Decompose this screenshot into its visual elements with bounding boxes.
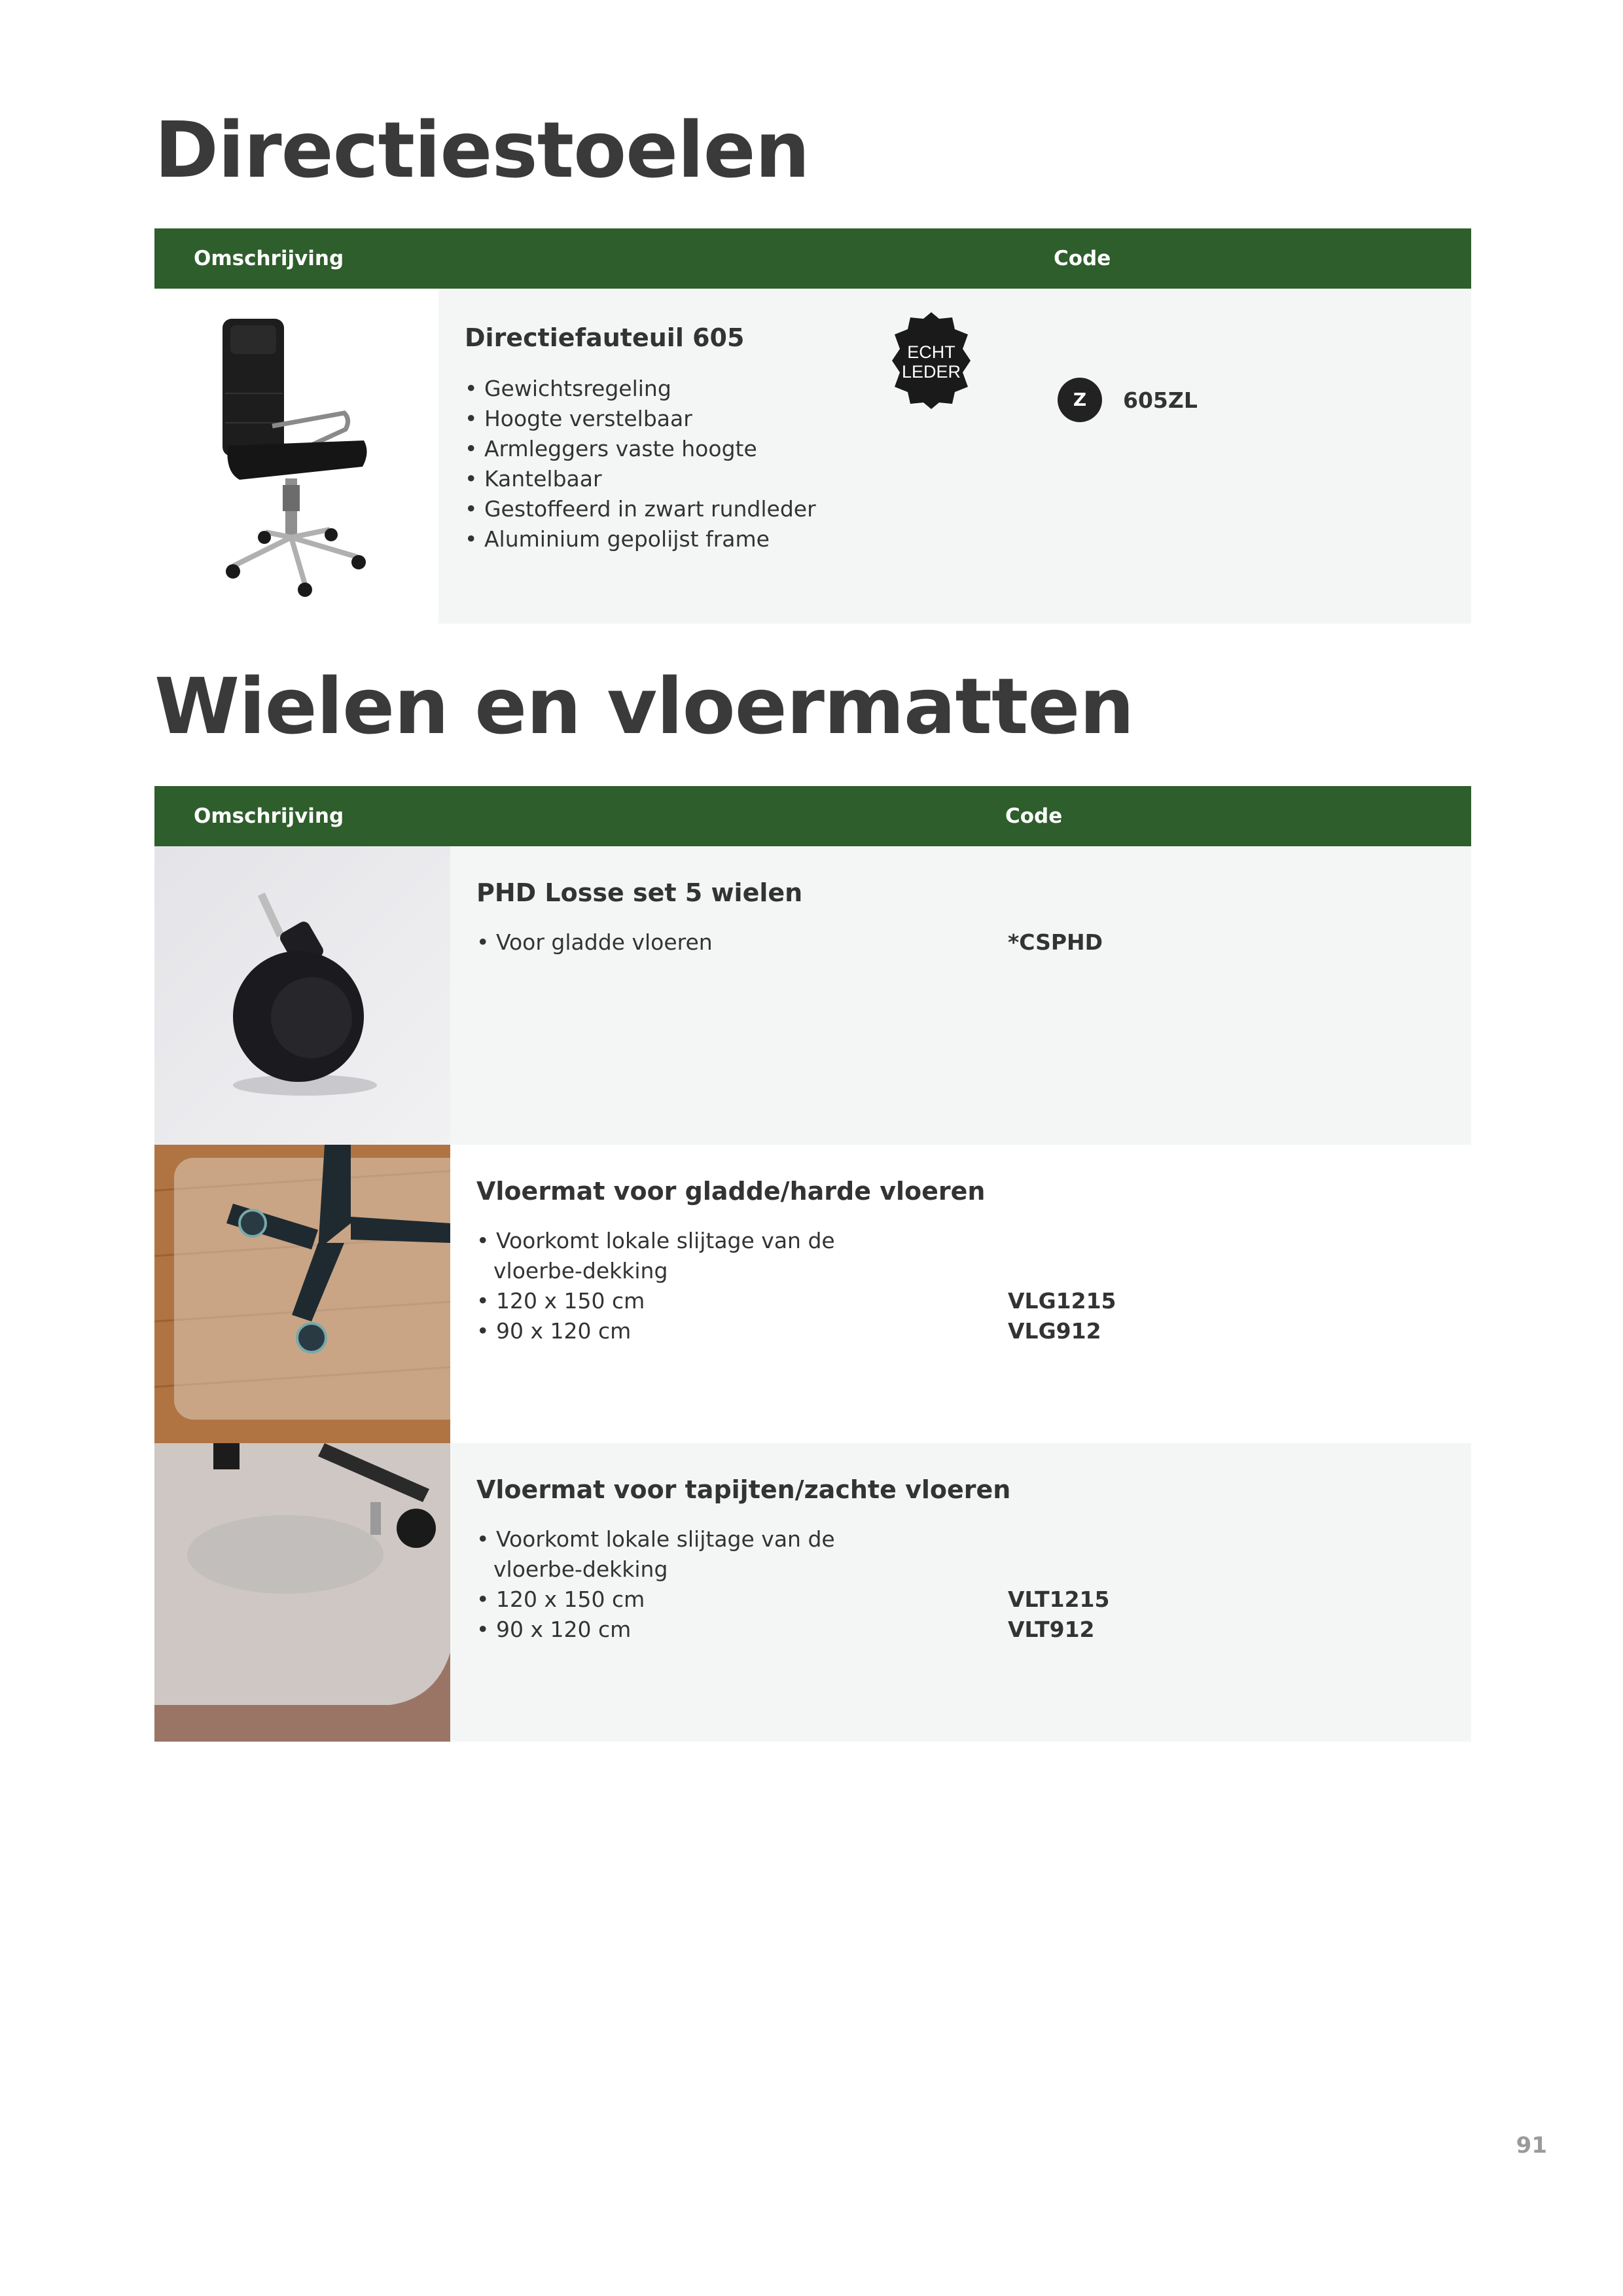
feature-item: • Kantelbaar (465, 464, 816, 494)
product-code: VLT912 (1008, 1617, 1095, 1642)
product-image-floor-mat-carpet (154, 1443, 450, 1742)
product-name: Directiefauteuil 605 (465, 323, 745, 352)
feature-list (476, 927, 948, 958)
page-number: 91 (1516, 2132, 1547, 2159)
feature-list (476, 1226, 928, 1346)
product-image-office-chair (154, 289, 438, 624)
product-name: Vloermat voor gladde/harde vloeren (476, 1177, 986, 1206)
product-name: Vloermat voor tapijten/zachte vloeren (476, 1475, 1011, 1504)
badge-text-line1: ECHT (907, 342, 955, 362)
z-label-badge: Z (1058, 378, 1102, 422)
product-codes (1008, 1286, 1116, 1346)
product-image-floor-mat-hard (154, 1145, 450, 1443)
product-codes (1008, 927, 1103, 958)
feature-item: • Aluminium gepolijst frame (465, 524, 816, 554)
office-chair-icon (154, 289, 438, 624)
feature-item: • Gestoffeerd in zwart rundleder (465, 494, 816, 524)
header-description-label: Omschrijving (194, 804, 344, 828)
section-title-directiestoelen: Directiestoelen (154, 105, 810, 195)
floor-mat-hard-icon (154, 1145, 450, 1443)
table-header (154, 786, 1471, 846)
badge-text-line2: LEDER (901, 362, 961, 382)
product-code: VLT1215 (1008, 1587, 1110, 1612)
feature-item: • 90 x 120 cm (476, 1615, 928, 1645)
feature-list (476, 1524, 928, 1645)
feature-item: • Hoogte verstelbaar (465, 404, 816, 434)
genuine-leather-badge (892, 312, 971, 409)
caster-wheel-icon (154, 846, 450, 1145)
product-row-phd-wielen (154, 846, 1471, 1145)
header-code-label: Code (1005, 804, 1063, 828)
feature-item: • 120 x 150 cm (476, 1585, 928, 1615)
floor-mat-carpet-icon (154, 1443, 450, 1742)
header-code-label: Code (1054, 247, 1111, 270)
product-codes (1008, 1585, 1109, 1645)
table-header (154, 228, 1471, 289)
feature-item: • Armleggers vaste hoogte (465, 434, 816, 464)
product-image-wheel (154, 846, 450, 1145)
feature-item: • Voorkomt lokale slijtage van de vloerbe-dekking (476, 1524, 928, 1585)
feature-item: • Gewichtsregeling (465, 374, 816, 404)
feature-item: • Voorkomt lokale slijtage van de vloerbe-dekking (476, 1226, 928, 1286)
product-code: VLG912 (1008, 1318, 1101, 1344)
feature-item: • 120 x 150 cm (476, 1286, 928, 1316)
product-name: PHD Losse set 5 wielen (476, 878, 803, 907)
feature-item: • Voor gladde vloeren (476, 927, 948, 958)
product-code: *CSPHD (1008, 929, 1103, 955)
product-row-vloermat-harde-vloeren (154, 1145, 1471, 1443)
product-code: 605ZL (1123, 387, 1198, 413)
feature-item: • 90 x 120 cm (476, 1316, 928, 1346)
section-title-wielen-vloermatten: Wielen en vloermatten (154, 661, 1134, 751)
feature-list (465, 374, 816, 554)
leather-hide-icon (892, 312, 971, 409)
product-row-vloermat-tapijten (154, 1443, 1471, 1742)
product-code: VLG1215 (1008, 1288, 1116, 1314)
header-description-label: Omschrijving (194, 247, 344, 270)
product-row-directiefauteuil (154, 289, 1471, 624)
